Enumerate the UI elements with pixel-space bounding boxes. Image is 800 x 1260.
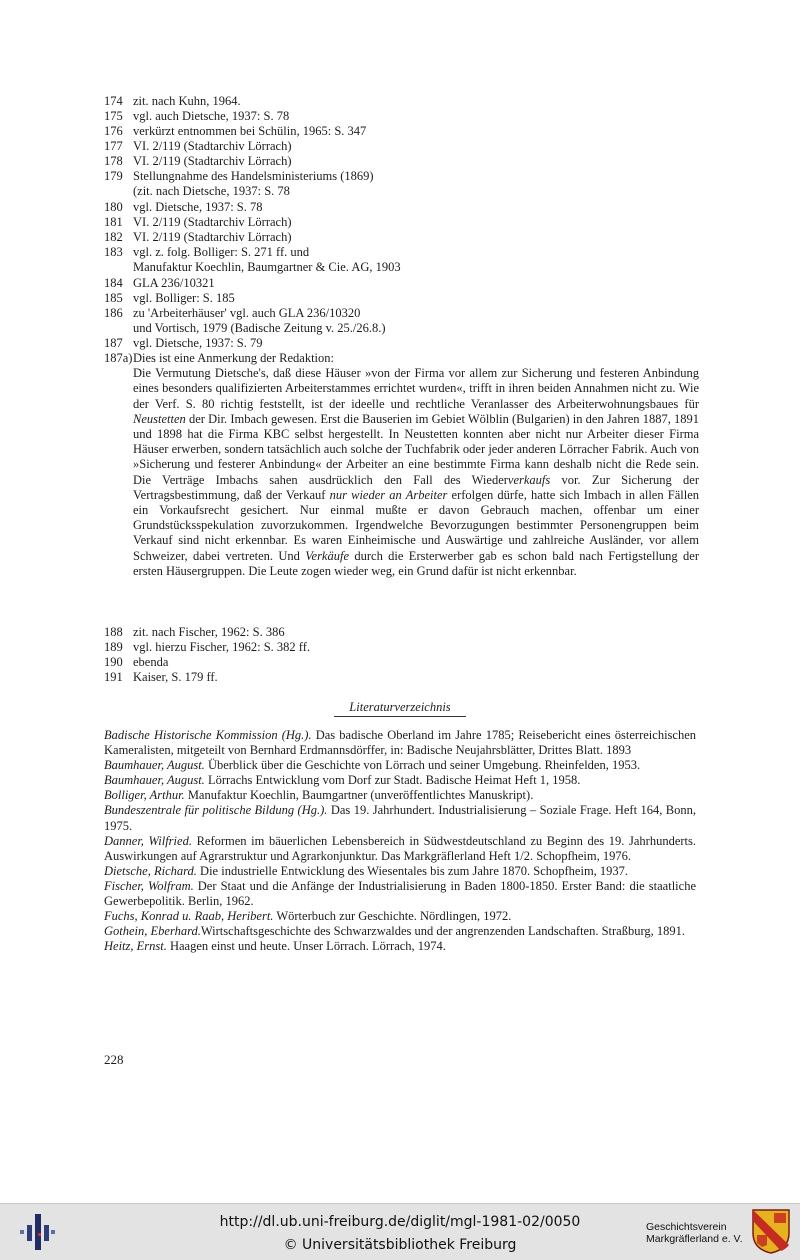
footnote	[104, 291, 704, 306]
footnote-number: 176	[104, 124, 123, 138]
entry-author: Dietsche, Richard.	[104, 863, 197, 878]
footnote-number: 186	[104, 306, 123, 320]
entry-author: Fischer, Wolfram.	[104, 878, 194, 893]
footnote-text: zit. nach Fischer, 1962: S. 386	[133, 625, 285, 639]
bibliography-entry	[104, 879, 696, 909]
footnote-text: VI. 2/119 (Stadtarchiv Lörrach)	[133, 215, 292, 229]
footnote	[104, 306, 704, 336]
editorial-note-intro: Dies ist eine Anmerkung der Redaktion:	[133, 351, 335, 365]
entry-author: Baumhauer, August.	[104, 758, 205, 773]
editorial-note-body	[104, 366, 699, 579]
footnote-text: vgl. Bolliger: S. 185	[133, 291, 235, 305]
footnote-number: 187a)	[104, 351, 133, 365]
footnote-text: ebenda	[133, 655, 169, 669]
footnote-number: 188	[104, 625, 123, 639]
footnote-text: Stellungnahme des Handelsministeriums (1869)	[133, 169, 374, 183]
footnote	[104, 154, 704, 169]
bibliography-entry	[104, 834, 696, 864]
footnote-number: 183	[104, 245, 123, 259]
footnote-number: 178	[104, 154, 123, 168]
note-text: der Dir. Imbach gewesen. Erst die Bauserien im Gebiet Wölblin (Bulgarien) in den Jahren 1887, 1891 und 1898 hat die Firma KBC selbst hergestellt. In Neustetten konnten aber nicht nur Arbeiter dieser Firma Häuser erwerben, sondern tatsächlich auch solche der Tuchfabrik oder jeder anderen Lörracher Fabrik. Auch von »Sicherung und festerer Anbindung« der Arbeiter an eine bestimmte Firma kann deshalb nicht die Rede sein. Die Verträge Imbachs sahen ausdrücklich den Fall des Wieder	[133, 411, 699, 487]
page-number: 228	[104, 1052, 124, 1067]
footnote-number: 182	[104, 230, 123, 244]
bibliography-entry	[104, 728, 696, 758]
footnote-text: vgl. z. folg. Bolliger: S. 271 ff. und	[133, 245, 310, 259]
footnote-continuation: (zit. nach Dietsche, 1937: S. 78	[133, 184, 290, 199]
footnote	[104, 124, 704, 139]
note-text: erfolgen dürfe, hatte sich Imbach in allen Fällen ein Vorkaufsrecht gesichert. Nur einmal mußte er davon Gebrauch machen, offenbar um einer Grundstücksspekulation zuvorzukommen. Irgendwelche Bevorzugungen bestimmter Personengruppen beim Verkauf sind nicht erkennbar. Es waren Einheimische und Auswärtige und zahlreiche Ausländer, vor allem Schweizer, dabei vertreten. Und	[133, 487, 699, 563]
footnote-continuation: Manufaktur Koechlin, Baumgartner & Cie. AG, 1903	[133, 260, 401, 275]
footnote-text: vgl. Dietsche, 1937: S. 79	[133, 336, 263, 350]
footnote-text: VI. 2/119 (Stadtarchiv Lörrach)	[133, 154, 292, 168]
note-emphasis: nur wieder an Arbeiter	[329, 487, 448, 502]
footnote-number: 177	[104, 139, 123, 153]
footnote	[104, 336, 704, 351]
footnote	[104, 230, 704, 245]
note-emphasis: Verkäufe	[305, 548, 349, 563]
bibliography-entry	[104, 939, 696, 954]
footnote-text: GLA 236/10321	[133, 276, 215, 290]
footnote	[104, 670, 704, 685]
entry-author: Baumhauer, August.	[104, 773, 205, 788]
section-heading	[104, 700, 696, 717]
footnote	[104, 276, 704, 291]
entry-author: Bundeszentrale für politische Bildung (Hg.).	[104, 803, 328, 818]
footnote-text: verkürzt entnommen bei Schülin, 1965: S. 347	[133, 124, 367, 138]
footnote-number: 189	[104, 640, 123, 654]
footnote	[104, 625, 704, 640]
entry-author: Fuchs, Konrad u. Raab, Heribert.	[104, 909, 274, 924]
bibliography-entry	[104, 909, 696, 924]
footnote	[104, 139, 704, 154]
heading-underline	[334, 716, 466, 717]
entry-text: Wirtschaftsgeschichte des Schwarzwaldes und der angrenzenden Landschaften. Straßburg, 1891.	[200, 924, 686, 939]
entry-author: Heitz, Ernst.	[104, 939, 167, 954]
copyright-notice: © Universitätsbibliothek Freiburg	[283, 1237, 517, 1253]
footnote-number: 180	[104, 200, 123, 214]
footnote-number: 190	[104, 655, 123, 669]
footnote	[104, 655, 704, 670]
entry-text: Haagen einst und heute. Unser Lörrach. Lörrach, 1974.	[166, 939, 446, 954]
footnote-number: 185	[104, 291, 123, 305]
footnote	[104, 109, 704, 124]
note-text: durch die Ersterwerber gab es schon bald nach Fertigstellung der ersten Häusergruppen. Die Leute zogen wieder weg, ein Grund dafür ist nicht erkennbar.	[133, 548, 699, 578]
coat-of-arms-icon	[750, 1207, 792, 1255]
footnote-number: 181	[104, 215, 123, 229]
footnote	[104, 215, 704, 230]
permalink-url[interactable]: http://dl.ub.uni-freiburg.de/diglit/mgl-1981-02/0050	[219, 1214, 581, 1230]
entry-text: Manufaktur Koechlin, Baumgartner (unveröffentlichtes Manuskript).	[184, 788, 534, 803]
entry-text: Reformen im bäuerlichen Lebensbereich in Südwestdeutschland zu Beginn des 19. Jahrhunderts. Auswirkungen auf Agrarstruktur und Agrarkonjunktur. Das Markgräflerland Heft 1/2. Schopfheim, 1976.	[104, 833, 696, 863]
entry-author: Gothein, Eberhard.	[104, 924, 201, 939]
footnote-text: VI. 2/119 (Stadtarchiv Lörrach)	[133, 230, 292, 244]
entry-text: Lörrachs Entwicklung vom Dorf zur Stadt. Badische Heimat Heft 1, 1958.	[204, 773, 581, 788]
bibliography-entry	[104, 924, 696, 939]
footnote	[104, 94, 704, 109]
footnote	[104, 200, 704, 215]
society-name-line: Markgräflerland e. V.	[646, 1233, 743, 1245]
entry-text: Die industrielle Entwicklung des Wiesentales bis zum Jahre 1870. Schopfheim, 1937.	[196, 863, 629, 878]
entry-text: Das badische Oberland im Jahre 1785; Reisebericht eines österreichischen Kameralisten, mitgeteilt von Bernhard Erdmannsdörffer, in: Badische Neujahrsblätter, Drittes Blatt. 1893	[104, 728, 696, 758]
footnote-text: vgl. Dietsche, 1937: S. 78	[133, 200, 263, 214]
note-emphasis: Neustetten	[133, 411, 186, 426]
footnote-number: 179	[104, 169, 123, 183]
footnote-number: 187	[104, 336, 123, 350]
footnote-number: 191	[104, 670, 123, 684]
footnote-text: vgl. hierzu Fischer, 1962: S. 382 ff.	[133, 640, 311, 654]
footnote	[104, 640, 704, 655]
bibliography-entry	[104, 788, 696, 803]
note-text: Die Vermutung Dietsche's, daß diese Häuser »von der Firma vor allem zur Sicherung und festeren Anbindung eines besonders qualifizierten Arbeiterstammes errichtet wurden«, trifft in ihren beiden Annahmen nicht zu. Wie der Verf. S. 80 richtig feststellt, ist der ideelle und rechtliche Veranlasser des Arbeiterwohnungsbaues für	[133, 366, 699, 411]
footnote-text: VI. 2/119 (Stadtarchiv Lörrach)	[133, 139, 292, 153]
footnote	[104, 169, 704, 199]
bibliography	[104, 728, 696, 954]
footnote	[104, 245, 704, 275]
section-heading-text: Literaturverzeichnis	[349, 700, 451, 714]
entry-text: Wörterbuch zur Geschichte. Nördlingen, 1972.	[273, 909, 512, 924]
bibliography-entry	[104, 803, 696, 833]
note-emphasis: verkaufs	[507, 472, 551, 487]
editorial-note-intro-line	[104, 351, 699, 366]
bibliography-entry	[104, 773, 696, 788]
entry-text: Das 19. Jahrhundert. Industrialisierung – Soziale Frage. Heft 164, Bonn, 1975.	[104, 803, 696, 833]
footnote-text: zu 'Arbeiterhäuser' vgl. auch GLA 236/10320	[133, 306, 361, 320]
footnote-number: 174	[104, 94, 123, 108]
note-text: vor. Zur Sicherung der Vertragsbestimmung, daß der Verkauf	[133, 472, 699, 502]
footnote-text: Kaiser, S. 179 ff.	[133, 670, 218, 684]
society-name	[646, 1221, 743, 1245]
editorial-note	[104, 351, 699, 579]
entry-author: Bolliger, Arthur.	[104, 788, 185, 803]
footnote-text: zit. nach Kuhn, 1964.	[133, 94, 241, 108]
entry-author: Danner, Wilfried.	[104, 833, 192, 848]
footnote-text: vgl. auch Dietsche, 1937: S. 78	[133, 109, 290, 123]
footnote-number: 175	[104, 109, 123, 123]
footnote-number: 184	[104, 276, 123, 290]
bibliography-entry	[104, 758, 696, 773]
entry-author: Badische Historische Kommission (Hg.).	[104, 728, 312, 742]
footnote-continuation: und Vortisch, 1979 (Badische Zeitung v. 25./26.8.)	[133, 321, 386, 336]
bibliography-entry	[104, 864, 696, 879]
entry-text: Überblick über die Geschichte von Lörrach und seiner Umgebung. Rheinfelden, 1953.	[204, 758, 641, 773]
entry-text: Der Staat und die Anfänge der Industrialisierung in Baden 1800-1850. Erster Band: die staatliche Gewerbepolitik. Berlin, 1962.	[104, 878, 696, 909]
society-name-line: Geschichtsverein	[646, 1221, 727, 1233]
